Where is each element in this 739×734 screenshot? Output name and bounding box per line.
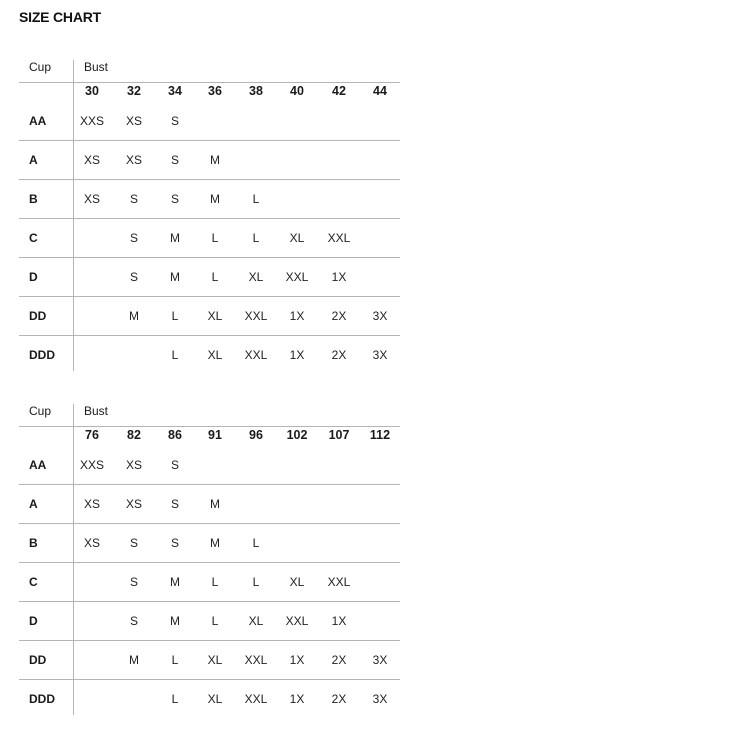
bust-size-value: 96 (249, 428, 263, 442)
cup-size-label: B (29, 192, 38, 206)
table-header (19, 404, 400, 426)
size-cell: M (210, 497, 220, 511)
table-row (19, 257, 400, 296)
row-divider (19, 426, 400, 427)
bust-size-value: 82 (127, 428, 141, 442)
size-cell: S (129, 270, 138, 284)
bust-size-row (19, 84, 400, 102)
size-cell: L (252, 536, 260, 550)
size-cell: M (170, 270, 180, 284)
bust-size-value: 112 (369, 428, 391, 442)
page-title: SIZE CHART (19, 9, 102, 25)
bust-size-value: 107 (328, 428, 350, 442)
size-cell: XL (207, 653, 223, 667)
size-cell: 2X (331, 309, 347, 323)
table-row (19, 523, 400, 562)
size-cell: L (171, 653, 179, 667)
size-cell: XXL (244, 692, 268, 706)
bust-size-value: 86 (168, 428, 182, 442)
size-cell: L (252, 192, 260, 206)
bust-size-value: 42 (332, 84, 346, 98)
table-row (19, 101, 400, 140)
table-row (19, 335, 400, 374)
size-cell: S (129, 575, 138, 589)
size-cell: 2X (331, 348, 347, 362)
size-cell: S (170, 192, 179, 206)
cup-size-label: DD (29, 653, 47, 667)
size-cell: L (171, 348, 179, 362)
size-cell: L (171, 309, 179, 323)
size-cell: L (211, 575, 219, 589)
cup-header-label: Cup (29, 404, 52, 418)
size-cell: L (211, 231, 219, 245)
size-cell: S (129, 614, 138, 628)
size-cell: L (252, 231, 260, 245)
bust-size-value: 44 (373, 84, 387, 98)
bust-header-label: Bust (84, 404, 109, 418)
table-header (19, 60, 400, 82)
size-cell: S (170, 114, 179, 128)
size-cell: XXL (244, 653, 268, 667)
bust-size-value: 91 (208, 428, 222, 442)
cup-header-label: Cup (29, 60, 52, 74)
size-chart-table-inches (19, 60, 400, 371)
size-cell: XS (125, 458, 142, 472)
cup-size-label: A (29, 153, 38, 167)
bust-size-value: 34 (168, 84, 182, 98)
size-cell: XXL (244, 309, 268, 323)
size-cell: S (170, 153, 179, 167)
size-cell: 1X (289, 348, 305, 362)
bust-size-value: 76 (85, 428, 99, 442)
size-cell: XXL (244, 348, 268, 362)
table-row (19, 445, 400, 484)
size-chart-table-cm (19, 404, 400, 715)
table-row (19, 296, 400, 335)
cup-size-label: DDD (29, 348, 55, 362)
cup-size-label: DD (29, 309, 47, 323)
size-cell: 3X (372, 653, 388, 667)
size-cell: S (129, 192, 138, 206)
size-cell: M (170, 231, 180, 245)
size-cell: XL (248, 270, 264, 284)
bust-size-value: 32 (127, 84, 141, 98)
size-cell: S (129, 536, 138, 550)
size-cell: M (210, 153, 220, 167)
bust-size-row (19, 428, 400, 446)
size-cell: M (210, 536, 220, 550)
size-cell: L (211, 270, 219, 284)
size-cell: 1X (331, 614, 347, 628)
size-cell: 1X (331, 270, 347, 284)
cup-size-label: A (29, 497, 38, 511)
table-row (19, 140, 400, 179)
size-cell: S (129, 231, 138, 245)
cup-size-label: D (29, 614, 38, 628)
size-cell: M (129, 653, 139, 667)
cup-size-label: C (29, 231, 38, 245)
size-cell: S (170, 536, 179, 550)
size-cell: XL (248, 614, 264, 628)
size-cell: 3X (372, 692, 388, 706)
table-row (19, 679, 400, 718)
size-cell: XXS (79, 458, 104, 472)
size-cell: XXL (327, 231, 351, 245)
size-cell: M (170, 614, 180, 628)
size-cell: 1X (289, 309, 305, 323)
bust-size-value: 36 (208, 84, 222, 98)
cup-size-label: DDD (29, 692, 55, 706)
cup-size-label: C (29, 575, 38, 589)
size-cell: S (170, 458, 179, 472)
cup-size-label: AA (29, 458, 47, 472)
table-row (19, 484, 400, 523)
table-row (19, 640, 400, 679)
table-row (19, 562, 400, 601)
row-divider (19, 82, 400, 83)
size-cell: XL (207, 309, 223, 323)
size-cell: XL (289, 575, 305, 589)
size-cell: 2X (331, 692, 347, 706)
bust-size-value: 38 (249, 84, 263, 98)
size-cell: XS (83, 497, 100, 511)
size-cell: 1X (289, 653, 305, 667)
size-cell: M (129, 309, 139, 323)
size-cell: 1X (289, 692, 305, 706)
size-cell: XXS (79, 114, 104, 128)
cup-size-label: D (29, 270, 38, 284)
size-cell: XS (83, 536, 100, 550)
size-cell: XS (83, 153, 100, 167)
size-cell: XXL (285, 270, 309, 284)
size-cell: XL (289, 231, 305, 245)
cup-size-label: AA (29, 114, 47, 128)
size-cell: XXL (327, 575, 351, 589)
table-row (19, 179, 400, 218)
bust-header-label: Bust (84, 60, 109, 74)
bust-size-value: 102 (286, 428, 308, 442)
size-cell: XS (125, 153, 142, 167)
table-row (19, 218, 400, 257)
size-cell: XS (125, 497, 142, 511)
cup-size-label: B (29, 536, 38, 550)
size-cell: XS (125, 114, 142, 128)
size-cell: M (170, 575, 180, 589)
size-cell: 3X (372, 309, 388, 323)
size-cell: S (170, 497, 179, 511)
size-cell: 3X (372, 348, 388, 362)
size-cell: XL (207, 348, 223, 362)
size-cell: M (210, 192, 220, 206)
size-cell: L (211, 614, 219, 628)
size-cell: XS (83, 192, 100, 206)
size-cell: L (252, 575, 260, 589)
size-cell: L (171, 692, 179, 706)
table-row (19, 601, 400, 640)
size-cell: XL (207, 692, 223, 706)
size-cell: XXL (285, 614, 309, 628)
bust-size-value: 40 (290, 84, 304, 98)
bust-size-value: 30 (85, 84, 99, 98)
size-cell: 2X (331, 653, 347, 667)
